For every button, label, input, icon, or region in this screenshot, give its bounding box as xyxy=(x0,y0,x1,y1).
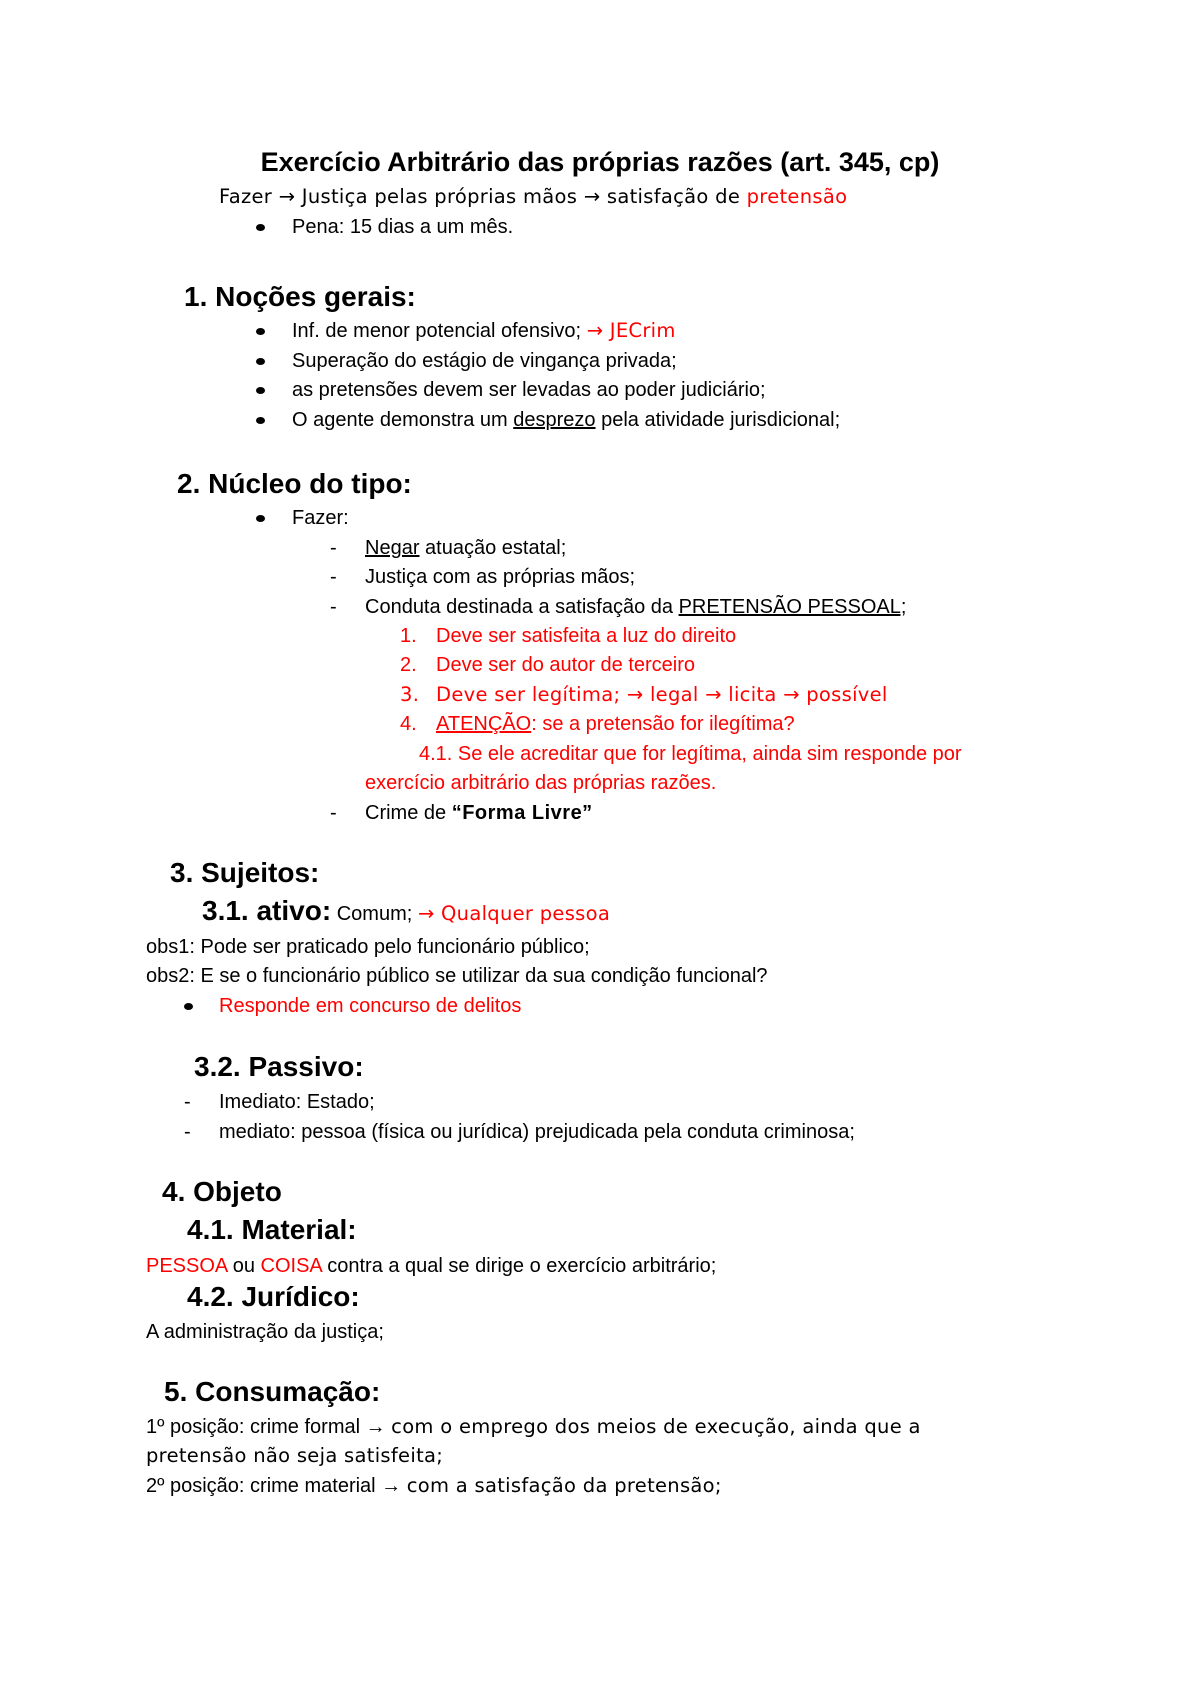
sub-item: Justiça com as próprias mãos; xyxy=(365,566,636,588)
underlined-term: Negar xyxy=(365,537,420,559)
sub-item-text: Conduta destinada a satisfação da xyxy=(365,596,673,618)
consumacao-text: com a satisfação da pretensão; xyxy=(406,1474,722,1497)
subsection-heading-ativo: 3.1. ativo: xyxy=(202,895,332,926)
ativo-text: Comum; xyxy=(336,903,413,925)
intro-pretensao: pretensão xyxy=(746,185,848,208)
underlined-term: PRETENSÃO PESSOAL; xyxy=(678,596,907,618)
intro-satisfacao: satisfação de xyxy=(606,185,741,208)
numbered-item: Deve ser legítima; → legal → licita → possível xyxy=(436,683,888,706)
bullet-icon xyxy=(256,417,265,424)
obs-line: obs2: E se o funcionário público se utilizar da sua condição funcional? xyxy=(146,965,768,987)
dash-marker: - xyxy=(330,566,337,588)
list-item xyxy=(292,408,840,432)
list-item-text: pela atividade jurisdicional; xyxy=(601,409,841,431)
ativo-highlight: → Qualquer pessoa xyxy=(417,902,611,925)
material-text: contra a qual se dirige o exercício arbitrário; xyxy=(327,1255,717,1277)
list-item-text: O agente demonstra um xyxy=(292,409,508,431)
list-item: Responde em concurso de delitos xyxy=(219,995,522,1017)
document-title: Exercício Arbitrário das próprias razões (art. 345, cp) xyxy=(260,147,940,177)
numbered-item: Deve ser satisfeita a luz do direito xyxy=(436,625,737,647)
obs-line: obs1: Pode ser praticado pelo funcionário público; xyxy=(146,936,590,958)
numbered-item xyxy=(436,712,795,736)
subsection-heading-passivo: 3.2. Passivo: xyxy=(194,1051,364,1082)
numbered-item: Deve ser do autor de terceiro xyxy=(436,654,696,676)
numbered-marker: 4. xyxy=(400,713,417,735)
list-item xyxy=(292,319,676,343)
material-text: ou xyxy=(232,1255,255,1277)
numbered-item-text: : se a pretensão for ilegítima? xyxy=(531,713,795,735)
highlight-coisa: COISA xyxy=(260,1255,322,1277)
bullet-icon xyxy=(256,515,265,522)
subsection-heading-material: 4.1. Material: xyxy=(187,1214,357,1245)
section-heading-sujeitos: 3. Sujeitos: xyxy=(170,857,320,888)
list-item: as pretensões devem ser levadas ao poder judiciário; xyxy=(292,379,766,401)
sub-item xyxy=(365,801,593,825)
underlined-term: ATENÇÃO xyxy=(436,713,532,735)
bullet-icon xyxy=(256,224,265,231)
dash-marker: - xyxy=(330,802,337,824)
consumacao-label: 2º posição: crime material → xyxy=(146,1475,402,1497)
intro-fazer: Fazer xyxy=(219,185,273,208)
bullet-icon xyxy=(256,328,265,335)
underlined-term: desprezo xyxy=(513,409,596,431)
bold-term: “Forma Livre” xyxy=(451,802,593,824)
bullet-icon xyxy=(256,358,265,365)
intro-pena: Pena: 15 dias a um mês. xyxy=(292,216,514,238)
dash-marker: - xyxy=(330,537,337,559)
dash-marker: - xyxy=(330,596,337,618)
numbered-marker: 2. xyxy=(400,654,417,676)
sub-item: mediato: pessoa (física ou jurídica) prejudicada pela conduta criminosa; xyxy=(219,1121,855,1143)
consumacao-label: 1º posição: crime formal → xyxy=(146,1416,386,1438)
juridico-line: A administração da justiça; xyxy=(146,1321,384,1343)
sub-item-text: Crime de xyxy=(365,802,447,824)
arrow-icon: → xyxy=(278,185,296,208)
numbered-subitem: 4.1. Se ele acreditar que for legítima, ainda sim responde por xyxy=(419,743,962,765)
section-heading-nucleo: 2. Núcleo do tipo: xyxy=(177,468,412,499)
intro-line xyxy=(219,185,847,209)
list-item-text: Inf. de menor potencial ofensivo; xyxy=(292,320,582,342)
list-item: Fazer: xyxy=(292,507,349,529)
sub-item xyxy=(365,536,566,560)
dash-marker: - xyxy=(184,1091,191,1113)
numbered-subitem-cont: exercício arbitrário das próprias razões. xyxy=(365,772,717,794)
consumacao-line: pretensão não seja satisfeita; xyxy=(146,1444,444,1467)
intro-justica: Justiça pelas próprias mãos xyxy=(301,185,578,208)
numbered-marker: 1. xyxy=(400,625,417,647)
material-line xyxy=(146,1254,716,1278)
section-heading-consumacao: 5. Consumação: xyxy=(164,1376,381,1407)
highlight-pessoa: PESSOA xyxy=(146,1255,228,1277)
numbered-marker: 3. xyxy=(400,683,420,706)
subsection-heading-juridico: 4.2. Jurídico: xyxy=(187,1281,360,1312)
sub-item: Imediato: Estado; xyxy=(219,1091,375,1113)
consumacao-line xyxy=(146,1474,722,1498)
dash-marker: - xyxy=(184,1121,191,1143)
sub-item-text: atuação estatal; xyxy=(425,537,567,559)
section-heading-nocoes: 1. Noções gerais: xyxy=(184,281,416,312)
bullet-icon xyxy=(256,387,265,394)
consumacao-text: com o emprego dos meios de execução, ainda que a xyxy=(391,1415,921,1438)
ativo-line xyxy=(202,895,610,927)
list-item: Superação do estágio de vingança privada; xyxy=(292,350,677,372)
arrow-icon: → xyxy=(583,185,601,208)
section-heading-objeto: 4. Objeto xyxy=(162,1176,282,1207)
consumacao-line xyxy=(146,1415,921,1439)
sub-item xyxy=(365,595,906,619)
list-item-highlight: → JECrim xyxy=(586,319,676,342)
bullet-icon xyxy=(184,1003,193,1010)
